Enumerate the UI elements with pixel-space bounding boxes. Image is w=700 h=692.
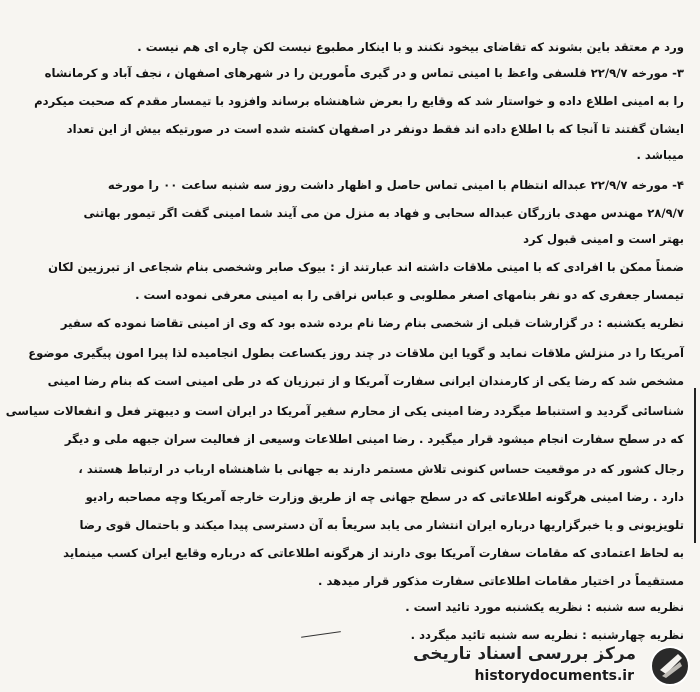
doc-line: میباشد . (636, 148, 684, 162)
doc-line: نظریه چهارشنبه : نظریه سه شنبه تائید میگردد . (410, 628, 684, 642)
doc-line: دارد . رضا امینی هرگونه اطلاعاتی که در سطح جهانی چه از طریق وزارت خارجه آمریکا وچه مصاحبه رادیو (85, 490, 684, 504)
doc-line: نظریه یکشنبه : در گزارشات قبلی از شخصی بنام رضا نام برده شده بود که وی از امینی تقاضا نموده که سفیر (60, 316, 684, 330)
doc-line: تلویزیونی و یا خبرگزاریها درباره ایران انتشار می یابد سریعاً به آن دسترسی پیدا میکند و باحتمال قوی رضا (79, 518, 684, 532)
doc-line: رجال کشور که در موقعیت حساس کنونی تلاش مستمر دارند به جهانی با شاهنشاه ارباب در ارتباط هستند ، (78, 462, 684, 476)
doc-line: تیمسار جعفری که دو نفر بنامهای اصغر مطلوبی و عباس نراقی را به امینی معرفی نموده است . (135, 288, 684, 302)
doc-line: که در سطح سفارت انجام میشود قرار میگیرد . رضا امینی اطلاعات وسیعی از فعالیت سران جبهه ملی و دیگر (64, 432, 684, 446)
doc-line: بهتر است و امینی قبول کرد (523, 232, 684, 246)
doc-line: ۴- مورخه ۲۲/۹/۷ عبداله انتظام با امینی تماس حاصل و اظهار داشت روز سه شنبه ساعت ۰۰ را مورخه (107, 178, 684, 192)
doc-line: مشخص شد که رضا یکی از کارمندان ایرانی سفارت آمریکا و از تبرزیان که در طی امینی است که بنام رضا امینی (47, 374, 684, 388)
doc-line: آمریکا را در منزلش ملاقات نماید و گویا این ملاقات در چند روز یکساعت بطول انجامیده لذا پیرا امون پیگیری موضوع (28, 346, 684, 360)
doc-line: به لحاظ اعتمادی که مقامات سفارت آمریکا بوی دارند از هرگونه اطلاعاتی که درباره وقایع ایران کسب مینماید (63, 546, 684, 560)
doc-line: را به امینی اطلاع داده و خواستار شد که وقایع را بعرض شاهنشاه برساند وافزود با تیمسار مقدم که صحبت میکردم (34, 94, 684, 108)
watermark-title: مرکز بررسی اسناد تاریخی (413, 644, 636, 664)
margin-mark (694, 388, 696, 543)
doc-line: ضمناً ممکن با افرادی که با امینی ملاقات داشته اند عبارتند از : بیوک صابر وشخصی بنام شجاعی از تبرزیین لکان (48, 260, 684, 274)
doc-line: ۳- مورخه ۲۲/۹/۷ فلسفی واعظ با امینی تماس و در گیری ماًمورین را در شهرهای اصفهان ، نجف آباد و کرمانشاه (44, 66, 684, 80)
doc-line: نظریه سه شنبه : نظریه یکشنبه مورد تائید است . (405, 600, 684, 614)
doc-line: ایشان گفتند تا آنجا که با اطلاع داده اند فقط دونفر در اصفهان کشته شده است در صورتیکه بیش از این تعداد (66, 122, 684, 136)
archive-logo-icon (648, 644, 692, 688)
watermark (413, 640, 698, 692)
handwritten-signature (299, 617, 341, 637)
watermark-url: historydocuments.ir (474, 668, 634, 684)
doc-line: ۲۸/۹/۷ مهندس مهدی بازرگان عبداله سحابی و فهاد به منزل من می آیند شما امینی گفت اگر تیمور بهاتنی (83, 206, 684, 220)
doc-line: ورد م معتقد باین بشوند که تقاضای بیخود نکنند و با اینکار مطبوع نیست لکن چاره ای هم نیست . (137, 40, 684, 54)
doc-line: شناسائی گردید و استنباط میگردد رضا امینی یکی از محارم سفیر آمریکا در ایران است و دیبهتر فعل و انفعالات سیاسی (5, 404, 684, 418)
doc-line: مستقیماً در اختیار مقامات اطلاعاتی سفارت مذکور قرار میدهد . (318, 574, 684, 588)
